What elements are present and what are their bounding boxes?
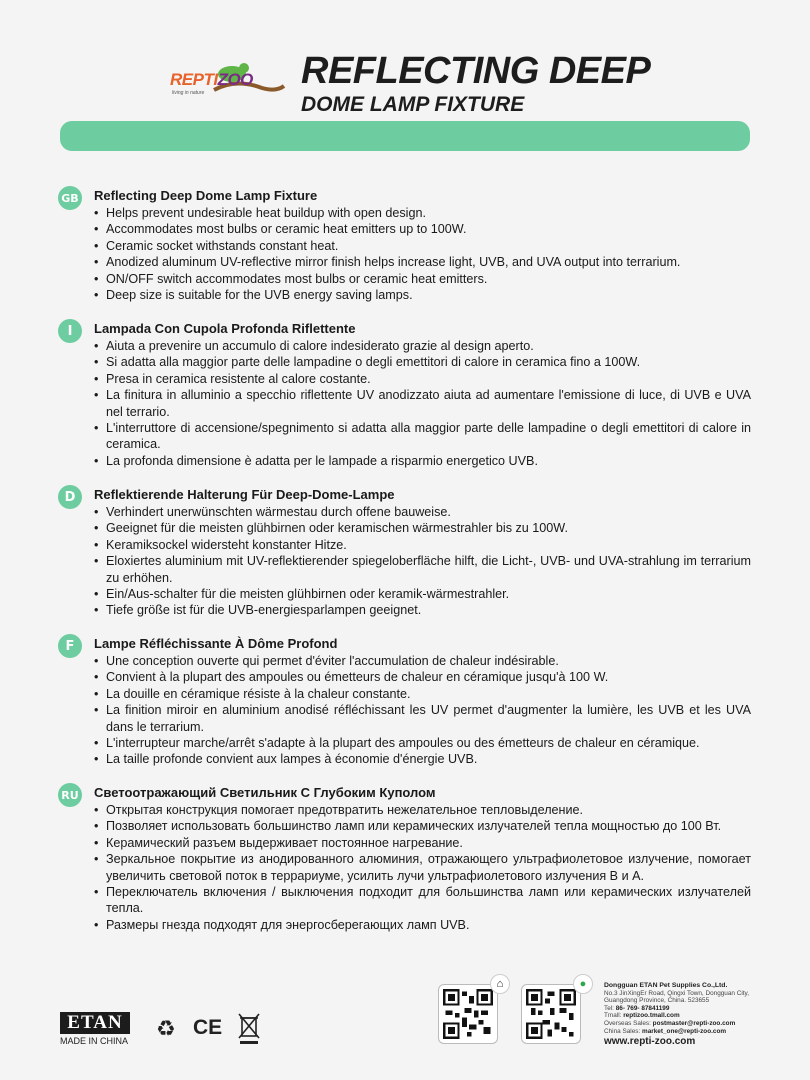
list-item: • Зеркальное покрытие из анодированного алюминия, отражающего ультрафиолетовое излучение, помогает увеличить световой поток в террариуме, усилить лучи ультрафиолетового излучения B и A. [94,851,751,884]
section-title-fr: Lampe Réfléchissante À Dôme Profond [94,636,338,651]
list-item: • La finitura in alluminio a specchio riflettente UV anodizzato aiuta ad aumentare l'emissione di luce, di UVB e UVA nel terrario. [94,387,751,420]
list-item: • Accommodates most bulbs or ceramic heat emitters up to 100W. [94,221,751,237]
qr-code-website[interactable] [438,984,498,1044]
china-label: China Sales: [604,1027,641,1035]
list-item: • Открытая конструкция помогает предотвратить нежелательное тепловыделение. [94,802,751,818]
overseas-label: Overseas Sales: [604,1019,651,1027]
reptizoo-logo [166,60,290,100]
list-item: • Verhindert unerwünschten wärmestau durch offene bauweise. [94,504,751,520]
list-item: • Presa in ceramica resistente al calore costante. [94,371,751,387]
list-item: • La finition miroir en aluminium anodisé réfléchissant les UV permet d'augmenter la lumière, les UVB et les UVA dans le terrarium. [94,702,751,735]
qr-code-wechat[interactable] [521,984,581,1044]
accent-bar [60,121,750,151]
list-item: • Керамический разъем выдерживает постоянное нагревание. [94,835,751,851]
made-in-china: MADE IN CHINA [60,1036,129,1046]
tmall-link[interactable]: reptizoo.tmall.com [623,1012,680,1020]
tel-number: 86- 769- 87841199 [615,1004,670,1012]
list-item: • La profonda dimensione è adatta per le lampade a risparmio energetico UVB. [94,453,751,469]
list-item: • L'interruttore di accensione/spegnimento si adatta alla maggior parte delle lampadine o degli emettitori di calore in ceramica. [94,420,751,453]
list-item: • L'interrupteur marche/arrêt s'adapte à la plupart des ampoules ou des émetteurs de chaleur en céramique. [94,735,751,751]
feature-list-gb [94,205,751,303]
feature-list-ru [94,802,751,933]
company-address: No.3 JinXingEr Road, Qingxi Town, Dongguan City, Guangdong Province, China. 523655 [604,989,750,1005]
section-title-de: Reflektierende Halterung Für Deep-Dome-Lampe [94,487,395,502]
list-item: • La douille en céramique résiste à la chaleur constante. [94,686,751,702]
list-item: • La taille profonde convient aux lampes à économie d'énergie UVB. [94,751,751,767]
china-email[interactable]: market_one@repti-zoo.com [642,1027,727,1035]
list-item: • Позволяет использовать большинство ламп или керамических излучателей тепла мощностью до 100 Вт. [94,818,751,834]
list-item: • Convient à la plupart des ampoules ou émetteurs de chaleur en céramique jusqu'à 100 W. [94,669,751,685]
list-item: • Eloxiertes aluminium mit UV-reflektierender spiegeloberfläche hilft, die Licht-, UVB- und UVA-strahlung im terrarium zu erhöhen. [94,553,751,586]
home-icon: ⌂ [490,974,510,994]
wechat-icon: ● [573,974,593,994]
list-item: • Helps prevent undesirable heat buildup with open design. [94,205,751,221]
company-name: Dongguan ETAN Pet Supplies Co.,Ltd. [604,982,728,989]
list-item: • Une conception ouverte qui permet d'éviter l'accumulation de chaleur indésirable. [94,653,751,669]
section-title-ru: Светоотражающий Светильник С Глубоким Куполом [94,785,436,800]
list-item: • Переключатель включения / выключения подходит для большинства ламп или керамических излучателей тепла. [94,884,751,917]
section-title-it: Lampada Con Cupola Profonda Riflettente [94,321,356,336]
feature-list-it [94,338,751,469]
ce-mark-icon: CE [193,1016,223,1039]
overseas-email[interactable]: postmaster@repti-zoo.com [652,1019,736,1027]
list-item: • Anodized aluminum UV-reflective mirror finish helps increase light, UVB, and UVA output into terrarium. [94,254,751,270]
tmall-label: Tmall: [604,1012,622,1020]
website-link[interactable]: www.repti-zoo.com [604,1036,696,1048]
title-line-2: DOME LAMP FIXTURE [301,93,525,116]
logo-zoo: ZOO [217,70,253,89]
logo-repti: REPTI [170,70,218,89]
list-item: • ON/OFF switch accommodates most bulbs or ceramic heat emitters. [94,271,751,287]
language-badge-de: D [58,485,82,509]
etan-logo: ETAN [60,1012,130,1034]
list-item: • Si adatta alla maggior parte delle lampadine o degli emettitori di calore in ceramica fino a 100W. [94,354,751,370]
list-item: • Geeignet für die meisten glühbirnen oder keramischen wärmestrahler bis zu 100W. [94,520,751,536]
logo-tagline: living in nature [172,90,205,96]
list-item: • Ein/Aus-schalter für die meisten glühbirnen oder keramik-wärmestrahler. [94,586,751,602]
recycle-icon: ♻ [156,1016,176,1041]
title-line-1: REFLECTING DEEP [301,50,651,92]
language-badge-ru: RU [58,783,82,807]
language-badge-gb: GB [58,186,82,210]
company-info [604,982,764,1046]
list-item: • Deep size is suitable for the UVB energy saving lamps. [94,287,751,303]
language-badge-it: I [58,319,82,343]
list-item: • Ceramic socket withstands constant heat. [94,238,751,254]
list-item: • Aiuta a prevenire un accumulo di calore indesiderato grazie al design aperto. [94,338,751,354]
list-item: • Tiefe größe ist für die UVB-energiesparlampen geeignet. [94,602,751,618]
tel-label: Tel: [604,1004,614,1012]
section-title-gb: Reflecting Deep Dome Lamp Fixture [94,188,318,203]
feature-list-fr [94,653,751,768]
feature-list-de [94,504,751,619]
header [0,0,810,120]
list-item: • Keramiksockel widersteht konstanter Hitze. [94,537,751,553]
list-item: • Размеры гнезда подходят для энергосберегающих ламп UVB. [94,917,751,933]
weee-bin-icon [237,1012,261,1052]
language-badge-fr: F [58,634,82,658]
